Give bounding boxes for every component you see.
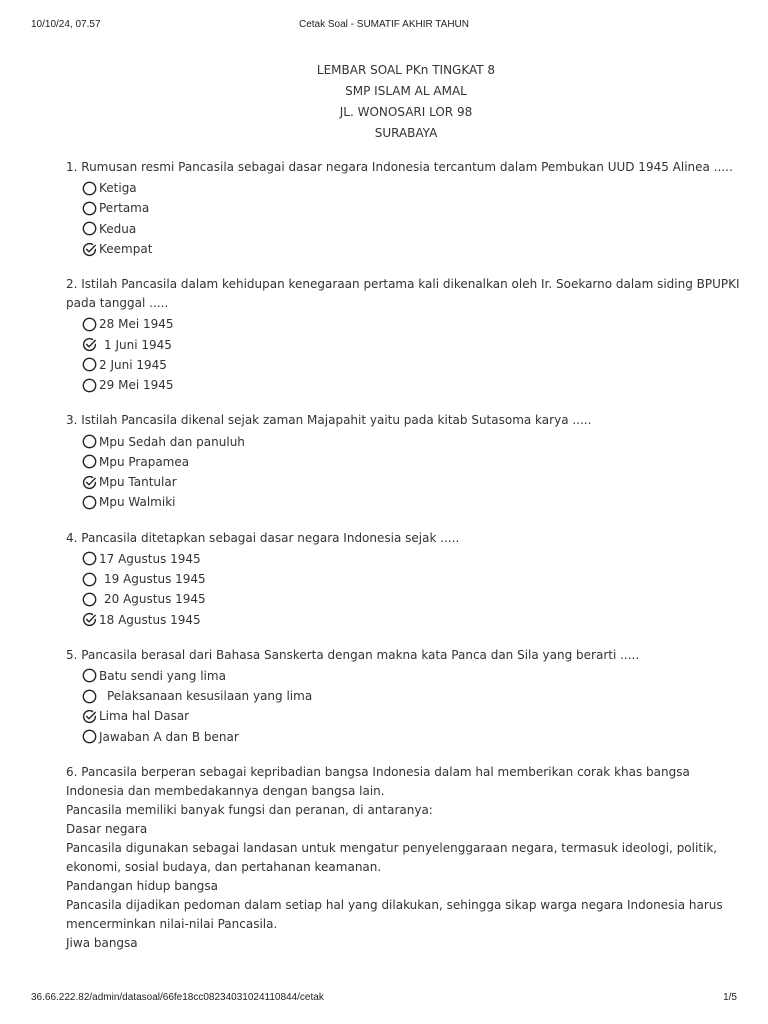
option-b[interactable] (82, 569, 746, 589)
option-d[interactable] (82, 492, 746, 512)
question-text: 5. Pancasila berasal dari Bahasa Sanskerta dengan makna kata Panca dan Sila yang berarti ..... (66, 647, 640, 662)
radio-circle-icon (82, 181, 97, 196)
option-label: Mpu Tantular (99, 475, 177, 490)
option-label: Pertama (99, 201, 150, 216)
option-label: 20 Agustus 1945 (104, 592, 206, 607)
page-number: 1/5 (723, 992, 737, 1003)
radio-circle-icon (82, 378, 97, 393)
radio-circle-icon (82, 201, 97, 216)
option-c[interactable] (82, 589, 746, 609)
question-4 (66, 529, 746, 630)
sheet-header (66, 60, 746, 144)
option-list (66, 431, 746, 512)
question-line: Jiwa bangsa (66, 935, 138, 950)
circle-check-icon (82, 242, 97, 257)
question-2 (66, 275, 746, 395)
circle-check-icon (82, 337, 97, 352)
option-label: 19 Agustus 1945 (104, 572, 206, 586)
radio-circle-icon (82, 689, 97, 704)
page-url: 36.66.222.82/admin/datasoal/66fe18cc08234031024110844/cetak (31, 992, 324, 1003)
option-list (66, 314, 746, 395)
circle-check-icon (82, 709, 97, 724)
option-label: Kedua (99, 221, 137, 236)
option-label: Ketiga (99, 181, 137, 196)
print-page-title: Cetak Soal - SUMATIF AKHIR TAHUN (298, 19, 470, 30)
question-6 (66, 763, 746, 953)
radio-circle-icon (82, 317, 97, 332)
option-label: Mpu Walmiki (99, 495, 176, 510)
question-1 (66, 158, 746, 259)
question-text: 4. Pancasila ditetapkan sebagai dasar negara Indonesia sejak ..... (66, 530, 460, 545)
option-list (66, 178, 746, 259)
question-text: 1. Rumusan resmi Pancasila sebagai dasar negara Indonesia tercantum dalam Pembukan UUD 1945 Alinea ..... (66, 160, 733, 174)
option-a[interactable] (82, 178, 746, 198)
sheet-title: LEMBAR SOAL PKn TINGKAT 8 (316, 63, 496, 77)
option-b[interactable] (82, 452, 746, 472)
option-label: 28 Mei 1945 (99, 317, 174, 332)
radio-circle-icon (82, 592, 97, 607)
option-b[interactable] (82, 334, 746, 354)
school-name: SMP ISLAM AL AMAL (345, 84, 467, 98)
circle-check-icon (82, 475, 97, 490)
option-b[interactable] (82, 198, 746, 218)
option-label: 29 Mei 1945 (99, 378, 174, 393)
option-d[interactable] (82, 239, 746, 259)
option-c[interactable] (82, 219, 746, 239)
option-label: Batu sendi yang lima (99, 668, 226, 683)
question-text: 2. Istilah Pancasila dalam kehidupan kenegaraan pertama kali dikenalkan oleh Ir. Soekarno dalam siding BPUPKI pada tanggal ..... (66, 277, 740, 311)
option-list (66, 666, 746, 747)
radio-circle-icon (82, 551, 97, 566)
option-a[interactable] (82, 431, 746, 451)
radio-circle-icon (82, 668, 97, 683)
circle-check-icon (82, 612, 97, 627)
option-a[interactable] (82, 314, 746, 334)
option-c[interactable] (82, 355, 746, 375)
question-line: Pancasila memiliki banyak fungsi dan peranan, di antaranya: (66, 802, 433, 817)
option-label: Lima hal Dasar (99, 709, 190, 724)
option-label: Mpu Sedah dan panuluh (99, 434, 245, 449)
option-list (66, 549, 746, 630)
option-d[interactable] (82, 609, 746, 629)
question-text: 3. Istilah Pancasila dikenal sejak zaman Majapahit yaitu pada kitab Sutasoma karya ..... (66, 413, 592, 428)
question-line: Pandangan hidup bangsa (66, 878, 219, 893)
option-d[interactable] (82, 375, 746, 395)
radio-circle-icon (82, 221, 97, 236)
question-5 (66, 646, 746, 747)
option-label: 2 Juni 1945 (99, 357, 167, 372)
radio-circle-icon (82, 729, 97, 744)
option-d[interactable] (82, 727, 746, 747)
option-label: 1 Juni 1945 (104, 337, 172, 352)
option-label: Keempat (99, 242, 153, 257)
option-b[interactable] (82, 686, 746, 706)
radio-circle-icon (82, 495, 97, 510)
school-address: JL. WONOSARI LOR 98 (339, 105, 473, 119)
question-sheet (66, 60, 746, 969)
question-3 (66, 411, 746, 512)
option-label: Pelaksanaan kesusilaan yang lima (107, 689, 313, 704)
option-label: 17 Agustus 1945 (99, 551, 201, 566)
option-c[interactable] (82, 706, 746, 726)
option-c[interactable] (82, 472, 746, 492)
radio-circle-icon (82, 572, 97, 587)
option-label: Mpu Prapamea (99, 454, 190, 469)
option-a[interactable] (82, 549, 746, 569)
question-line: Dasar negara (66, 821, 148, 836)
school-city: SURABAYA (374, 126, 438, 140)
radio-circle-icon (82, 357, 97, 372)
print-datetime: 10/10/24, 07.57 (31, 19, 101, 30)
print-header (31, 19, 737, 33)
radio-circle-icon (82, 434, 97, 449)
print-footer (31, 992, 737, 1006)
question-line: Pancasila digunakan sebagai landasan untuk mengatur penyelenggaraan negara, termasuk ideologi, politik, ekonomi, sosial budaya, dan pertahanan keamanan. (66, 840, 718, 874)
radio-circle-icon (82, 454, 97, 469)
question-line: Pancasila dijadikan pedoman dalam setiap hal yang dilakukan, sehingga sikap warga negara Indonesia harus mencerminkan nilai-nilai Pancasila. (66, 897, 723, 931)
option-a[interactable] (82, 666, 746, 686)
option-label: Jawaban A dan B benar (99, 729, 239, 744)
option-label: 18 Agustus 1945 (99, 612, 201, 627)
question-text: 6. Pancasila berperan sebagai kepribadian bangsa Indonesia dalam hal memberikan corak khas bangsa Indonesia dan membedakannya dengan bangsa lain. (66, 764, 690, 798)
